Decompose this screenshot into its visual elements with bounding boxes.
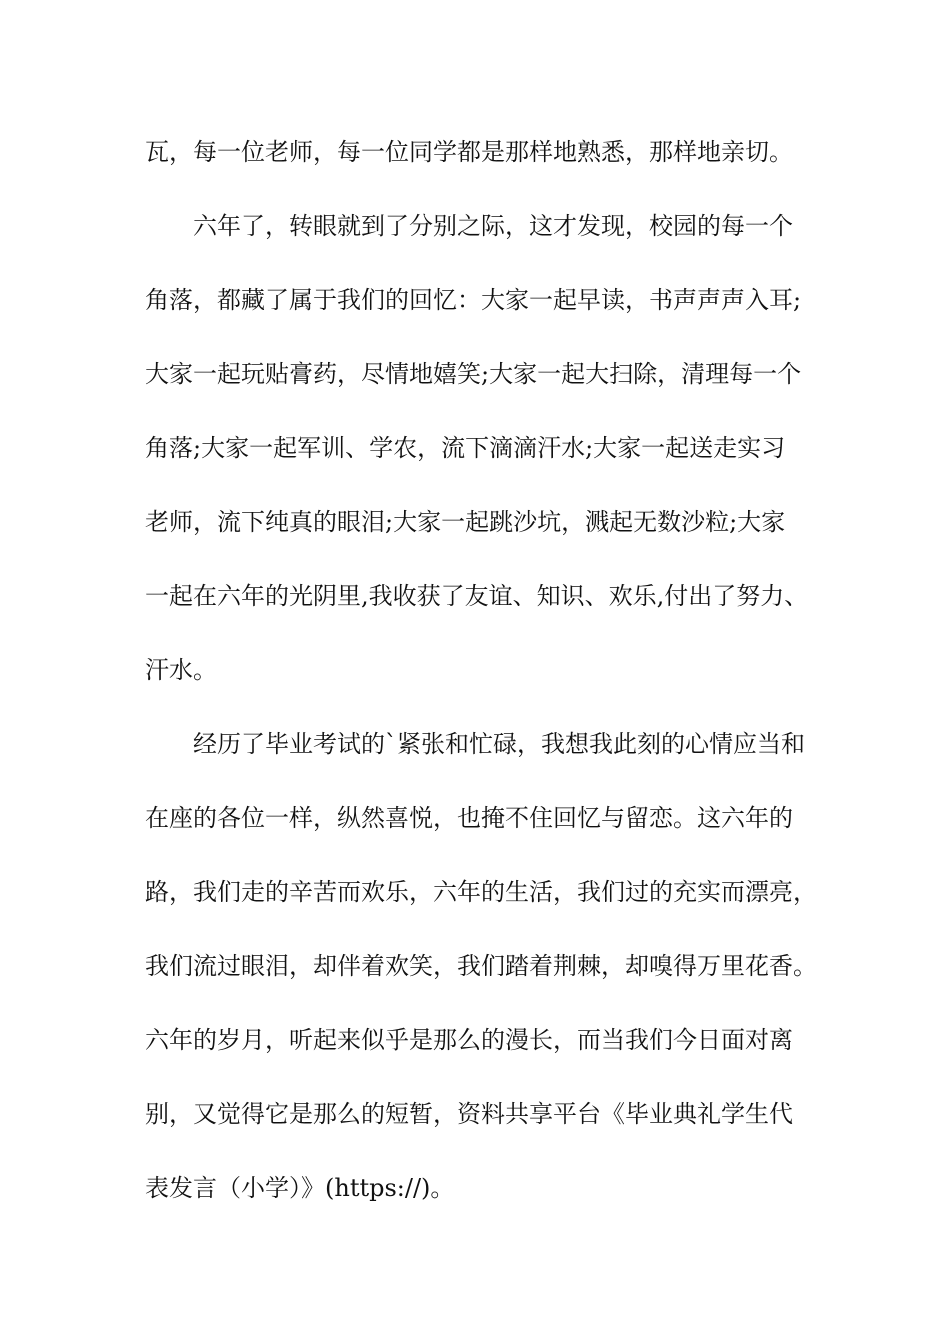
text-line: 路，我们走的辛苦而欢乐，六年的生活，我们过的充实而漂亮， [145, 878, 817, 906]
text-line: 别，又觉得它是那么的短暂，资料共享平台《毕业典礼学生代 [145, 1100, 793, 1128]
text-line: 表发言（小学）》(https://)。 [145, 1174, 455, 1202]
paragraph-start-line: 六年了，转眼就到了分别之际，这才发现，校园的每一个 [193, 212, 793, 240]
text-line: 老师，流下纯真的眼泪;大家一起跳沙坑，溅起无数沙粒;大家 [145, 508, 786, 536]
text-line: 大家一起玩贴膏药，尽情地嬉笑;大家一起大扫除，清理每一个 [145, 360, 802, 388]
paragraph-start-line: 经历了毕业考试的`紧张和忙碌，我想我此刻的心情应当和 [193, 730, 805, 758]
text-line: 瓦，每一位老师，每一位同学都是那样地熟悉，那样地亲切。 [145, 138, 793, 166]
text-line: 角落;大家一起军训、学农，流下滴滴汗水;大家一起送走实习 [145, 434, 786, 462]
text-line: 角落，都藏了属于我们的回忆：大家一起早读，书声声声入耳; [145, 286, 802, 314]
text-line: 汗水。 [145, 656, 217, 684]
text-line: 一起在六年的光阴里,我收获了友谊、知识、欢乐,付出了努力、 [145, 582, 809, 610]
text-line: 在座的各位一样，纵然喜悦，也掩不住回忆与留恋。这六年的 [145, 804, 793, 832]
text-line: 我们流过眼泪，却伴着欢笑，我们踏着荆棘，却嗅得万里花香。 [145, 952, 817, 980]
text-line: 六年的岁月，听起来似乎是那么的漫长，而当我们今日面对离 [145, 1026, 793, 1054]
